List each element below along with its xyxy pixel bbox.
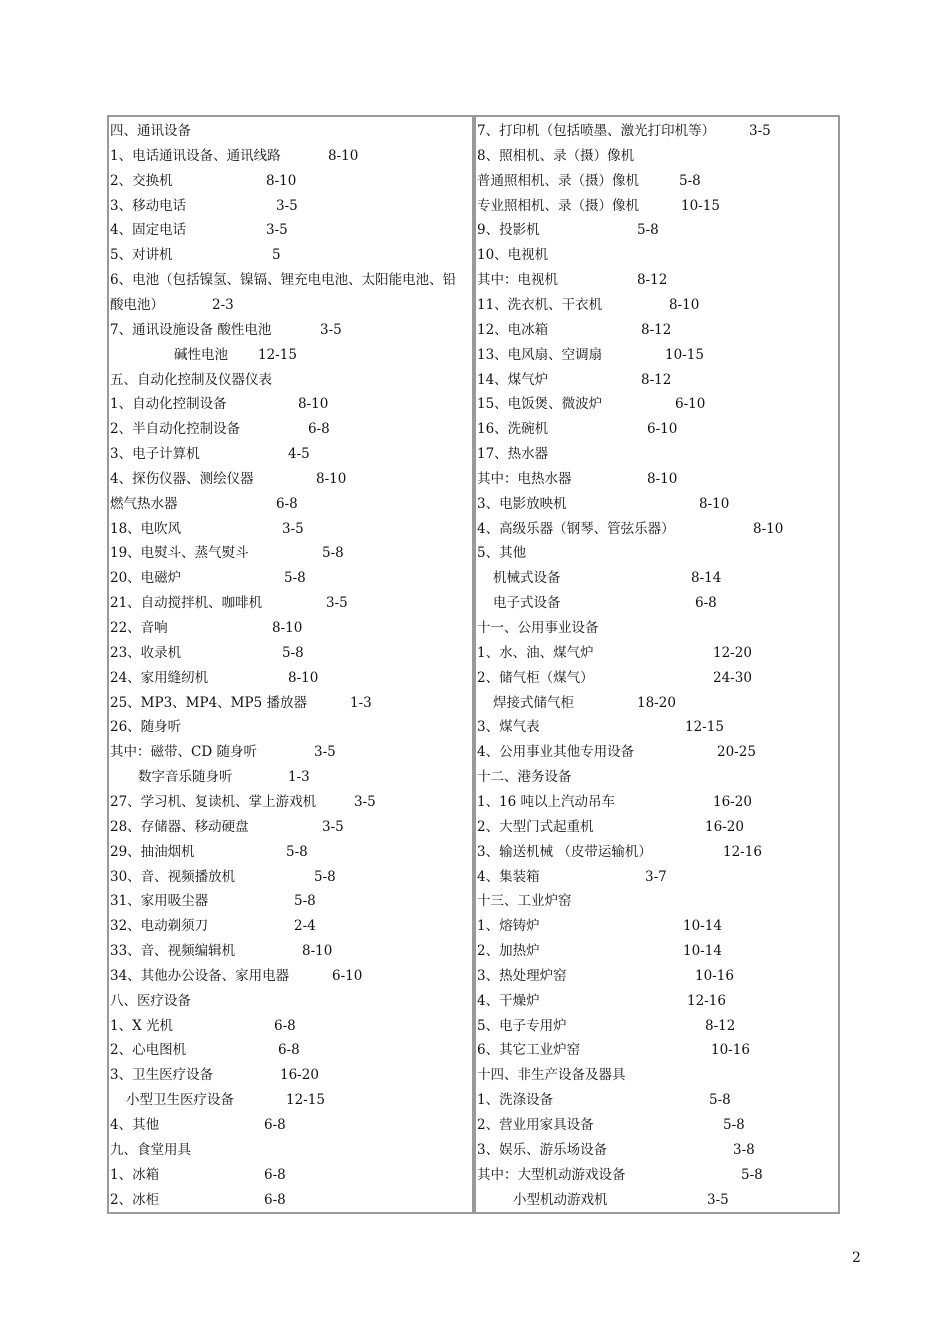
depreciation-years: 3-7 (645, 868, 667, 885)
depreciation-years: 8-12 (705, 1017, 736, 1034)
item-label: 23、收录机 (110, 644, 182, 661)
item-label: 普通照相机、录（摄）像机 (477, 172, 639, 189)
item-label: 5、电子专用炉 (477, 1017, 567, 1034)
item-label: 34、其他办公设备、家用电器 (110, 967, 290, 984)
depreciation-years: 8-10 (272, 620, 303, 636)
item-label: 焊接式储气柜 (493, 694, 574, 711)
depreciation-years: 20-25 (717, 744, 756, 761)
item-label: 11、洗衣机、干衣机 (477, 296, 603, 313)
depreciation-years: 8-10 (288, 669, 319, 686)
item-label: 4、公用事业其他专用设备 (477, 744, 635, 761)
item-label: 3、煤气表 (477, 719, 540, 736)
depreciation-years: 6-8 (695, 595, 717, 612)
depreciation-years: 16-20 (705, 818, 744, 835)
depreciation-years: 2-4 (294, 918, 316, 935)
depreciation-years: 10-15 (681, 197, 720, 214)
depreciation-years: 6-10 (675, 396, 706, 413)
item-label: 33、音、视频编辑机 (110, 943, 236, 960)
item-label: 1、冰箱 (110, 1166, 160, 1183)
depreciation-years: 8-10 (316, 470, 347, 487)
item-label: 15、电饭煲、微波炉 (477, 396, 603, 413)
depreciation-years: 8-12 (641, 321, 672, 338)
depreciation-years: 1-3 (288, 769, 310, 786)
depreciation-years: 3-5 (282, 520, 304, 537)
item-label: 17、热水器 (477, 446, 549, 463)
depreciation-years: 1-3 (350, 694, 372, 711)
depreciation-years: 12-16 (723, 843, 762, 860)
item-label: 专业照相机、录（摄）像机 (477, 197, 639, 214)
depreciation-years: 3-5 (326, 595, 348, 612)
item-label: 2、大型门式起重机 (477, 818, 594, 835)
right-column (476, 117, 838, 1212)
item-label: 4、固定电话 (110, 222, 187, 239)
depreciation-years: 8-12 (637, 272, 668, 289)
depreciation-years: 5-8 (282, 644, 304, 661)
depreciation-years: 10-16 (695, 967, 734, 984)
item-label: 1、熔铸炉 (477, 918, 540, 935)
item-label: 酸电池） (110, 296, 164, 313)
item-label: 3、热处理炉窑 (477, 967, 567, 984)
item-label: 1、水、油、煤气炉 (477, 644, 594, 661)
depreciation-years: 6-10 (647, 421, 678, 438)
item-label: 3、娱乐、游乐场设备 (477, 1141, 608, 1158)
depreciation-years: 12-20 (713, 644, 752, 661)
depreciation-years: 6-10 (332, 967, 363, 984)
item-label: 25、MP3、MP4、MP5 播放器 (110, 694, 307, 711)
depreciation-years: 5-8 (709, 1092, 731, 1109)
depreciation-years: 8-10 (298, 396, 329, 413)
depreciation-years: 6-8 (278, 1042, 300, 1059)
item-label: 2、半自动化控制设备 (110, 421, 241, 438)
item-label: 31、家用吸尘器 (110, 893, 209, 910)
depreciation-years: 8-12 (641, 371, 672, 388)
depreciation-years: 5-8 (284, 570, 306, 587)
depreciation-years: 2-3 (212, 296, 234, 313)
item-label: 数字音乐随身听 (138, 769, 233, 786)
item-label: 十二、港务设备 (477, 769, 572, 786)
depreciation-years: 3-5 (707, 1191, 729, 1208)
item-label: 6、电池（包括镍氢、镍镉、锂充电电池、太阳能电池、铅 (110, 272, 457, 289)
depreciation-years: 16-20 (280, 1067, 319, 1084)
item-label: 7、通讯设施设备 酸性电池 (110, 321, 272, 338)
item-label: 八、医疗设备 (110, 992, 191, 1009)
depreciation-years: 10-14 (683, 918, 722, 935)
item-label: 5、其他 (477, 545, 527, 562)
depreciation-years: 6-8 (264, 1166, 286, 1183)
item-label: 8、照相机、录（摄）像机 (477, 147, 635, 164)
item-label: 燃气热水器 (110, 495, 178, 512)
item-label: 其中：磁带、CD 随身听 (110, 744, 257, 761)
item-label: 碱性电池 (174, 346, 228, 363)
depreciation-years: 12-15 (258, 346, 297, 363)
depreciation-years: 8-10 (302, 943, 333, 960)
depreciation-years: 3-5 (266, 222, 288, 239)
item-label: 小型卫生医疗设备 (126, 1092, 234, 1109)
item-label: 3、输送机械 （皮带运输机） (477, 843, 652, 860)
item-label: 16、洗碗机 (477, 421, 549, 438)
depreciation-years: 8-10 (266, 172, 297, 189)
depreciation-years: 3-5 (354, 793, 376, 810)
depreciation-years: 3-5 (322, 818, 344, 835)
item-label: 7、打印机（包括喷墨、激光打印机等） (477, 123, 716, 139)
item-label: 九、食堂用具 (110, 1141, 191, 1158)
item-label: 28、存储器、移动硬盘 (110, 818, 249, 835)
item-label: 四、通讯设备 (110, 123, 191, 139)
item-label: 机械式设备 (493, 570, 561, 587)
item-label: 五、自动化控制及仪器仪表 (110, 371, 272, 388)
depreciation-years: 3-5 (276, 197, 298, 214)
depreciation-years: 5-8 (741, 1166, 763, 1183)
item-label: 14、煤气炉 (477, 371, 549, 388)
item-label: 3、卫生医疗设备 (110, 1067, 214, 1084)
item-label: 4、探伤仪器、测绘仪器 (110, 470, 254, 487)
item-label: 21、自动搅拌机、咖啡机 (110, 595, 263, 612)
depreciation-years: 4-5 (288, 446, 310, 463)
depreciation-years: 16-20 (713, 793, 752, 810)
depreciation-years: 10-15 (665, 346, 704, 363)
item-label: 2、加热炉 (477, 943, 540, 960)
item-label: 1、自动化控制设备 (110, 396, 227, 413)
depreciation-years: 5-8 (637, 222, 659, 239)
item-label: 18、电吹风 (110, 520, 182, 537)
item-label: 1、X 光机 (110, 1017, 173, 1034)
depreciation-years: 8-14 (691, 570, 722, 587)
item-label: 3、电影放映机 (477, 495, 567, 512)
depreciation-years: 3-8 (733, 1141, 755, 1158)
depreciation-years: 8-10 (328, 147, 359, 164)
item-label: 1、洗涤设备 (477, 1092, 554, 1109)
left-column (109, 117, 474, 1212)
depreciation-years: 10-14 (683, 943, 722, 960)
depreciation-years: 5-8 (286, 843, 308, 860)
depreciation-years: 12-15 (685, 719, 724, 736)
page-number: 2 (852, 1250, 861, 1266)
item-label: 2、营业用家具设备 (477, 1117, 594, 1133)
item-label: 3、移动电话 (110, 197, 187, 214)
item-label: 十四、非生产设备及器具 (477, 1067, 626, 1084)
item-label: 十三、工业炉窑 (477, 893, 572, 910)
depreciation-years: 5-8 (679, 172, 701, 189)
item-label: 2、冰柜 (110, 1191, 160, 1208)
depreciation-years: 10-16 (711, 1042, 750, 1059)
item-label: 13、电风扇、空调扇 (477, 346, 603, 363)
depreciation-years: 18-20 (637, 694, 676, 711)
depreciation-years: 5-8 (294, 893, 316, 910)
depreciation-years: 5 (272, 247, 281, 264)
item-label: 19、电熨斗、蒸气熨斗 (110, 545, 249, 562)
item-label: 十一、公用事业设备 (477, 620, 599, 636)
depreciation-years: 6-8 (308, 421, 330, 438)
item-label: 12、电冰箱 (477, 321, 549, 338)
depreciation-years: 3-5 (749, 123, 771, 139)
item-label: 电子式设备 (493, 595, 561, 612)
item-label: 4、集装箱 (477, 868, 540, 885)
item-label: 10、电视机 (477, 247, 549, 264)
depreciation-years: 8-10 (669, 296, 700, 313)
item-label: 3、电子计算机 (110, 446, 200, 463)
item-label: 小型机动游戏机 (513, 1191, 608, 1208)
depreciation-years: 8-10 (647, 470, 678, 487)
item-label: 20、电磁炉 (110, 570, 182, 587)
item-label: 6、其它工业炉窑 (477, 1042, 581, 1059)
item-label: 1、电话通讯设备、通讯线路 (110, 147, 281, 164)
depreciation-years: 12-15 (286, 1092, 325, 1109)
item-label: 2、交换机 (110, 172, 173, 189)
depreciation-years: 5-8 (723, 1117, 745, 1133)
item-label: 30、音、视频播放机 (110, 868, 236, 885)
item-label: 其中：电热水器 (477, 470, 572, 487)
depreciation-years: 3-5 (320, 321, 342, 338)
item-label: 4、其他 (110, 1117, 160, 1133)
item-label: 4、干燥炉 (477, 992, 540, 1009)
item-label: 9、投影机 (477, 222, 540, 239)
depreciation-years: 5-8 (322, 545, 344, 562)
item-label: 其中：电视机 (477, 272, 558, 289)
item-label: 27、学习机、复读机、掌上游戏机 (110, 793, 317, 810)
equipment-depreciation-table (107, 115, 840, 1214)
item-label: 其中：大型机动游戏设备 (477, 1166, 626, 1183)
item-label: 22、音响 (110, 620, 168, 636)
depreciation-years: 8-10 (699, 495, 730, 512)
depreciation-years: 6-8 (264, 1117, 286, 1133)
item-label: 2、储气柜（煤气） (477, 669, 594, 686)
item-label: 32、电动剃须刀 (110, 918, 209, 935)
depreciation-years: 3-5 (314, 744, 336, 761)
depreciation-years: 12-16 (687, 992, 726, 1009)
item-label: 1、16 吨以上汽动吊车 (477, 793, 616, 810)
item-label: 2、心电图机 (110, 1042, 187, 1059)
item-label: 26、随身听 (110, 719, 182, 736)
depreciation-years: 5-8 (314, 868, 336, 885)
depreciation-years: 6-8 (274, 1017, 296, 1034)
item-label: 24、家用缝纫机 (110, 669, 209, 686)
item-label: 4、高级乐器（钢琴、管弦乐器） (477, 520, 675, 537)
depreciation-years: 24-30 (713, 669, 752, 686)
depreciation-years: 6-8 (276, 495, 298, 512)
depreciation-years: 8-10 (753, 520, 784, 537)
depreciation-years: 6-8 (264, 1191, 286, 1208)
item-label: 5、对讲机 (110, 247, 173, 264)
item-label: 29、抽油烟机 (110, 843, 195, 860)
